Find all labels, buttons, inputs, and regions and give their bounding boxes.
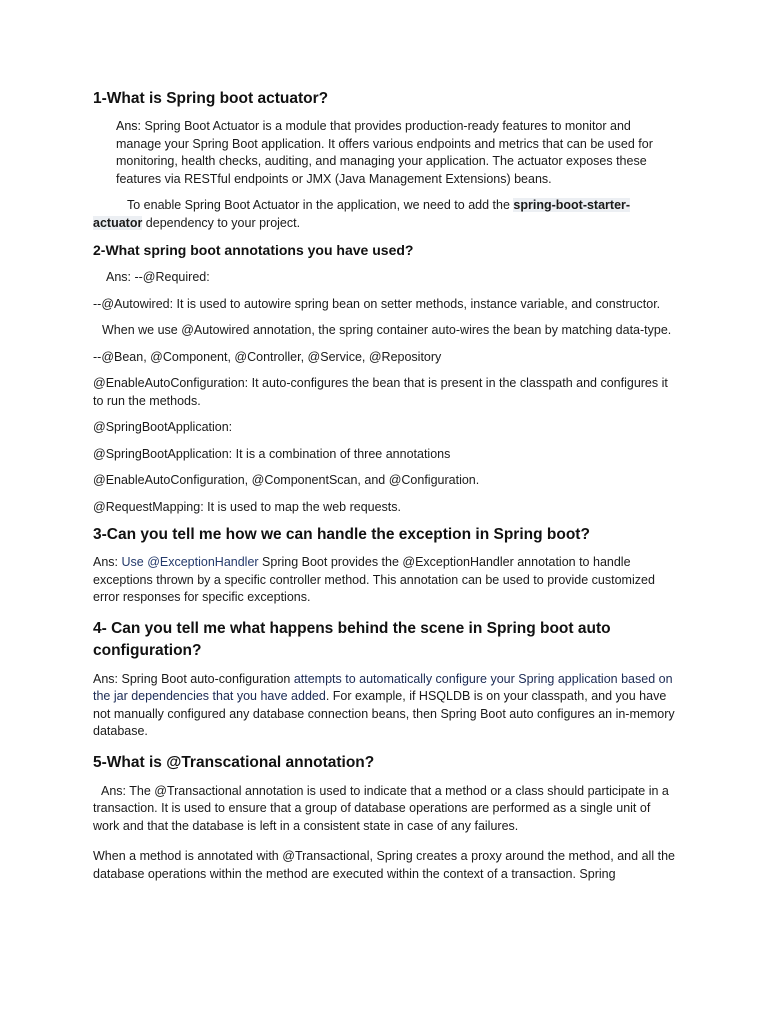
q2-autowired: --@Autowired: It is used to autowire spring bean on setter methods, instance variable, and constructor. [93, 296, 661, 311]
q3-ans-link: Use @ExceptionHandler [121, 555, 259, 569]
q4-ans-label: Ans: Spring Boot auto-configuration [93, 671, 294, 686]
q2-sba-list: @EnableAutoConfiguration, @ComponentScan, and @Configuration. [93, 473, 480, 487]
q1-enable-pre: To enable Spring Boot Actuator in the application, we need to add the [127, 198, 514, 212]
q5-paragraph-2: When a method is annotated with @Transactional, Spring creates a proxy around the method, and all the database operations within the method are executed within the context of a transaction. Spring [93, 849, 675, 881]
q1-enable-post: dependency to your project. [142, 215, 301, 230]
q4-heading: 4- Can you tell me what happens behind the scene in Spring boot auto configuration? [93, 619, 611, 659]
q3-heading: 3-Can you tell me how we can handle the exception in Spring boot? [93, 526, 590, 543]
q4-answer [93, 671, 675, 741]
q2-request-mapping: @RequestMapping: It is used to map the web requests. [93, 499, 401, 514]
q1-ans-label: Ans: [116, 119, 142, 133]
q4-ans-text: . For example, if HSQLDB is on your classpath, and you have not manually configured any database connection beans, then Spring Boot auto configures an in-memory database. [93, 689, 675, 738]
q5-heading: 5-What is @Transcational annotation? [93, 753, 375, 771]
q2-enable-auto: @EnableAutoConfiguration: It auto-configures the bean that is present in the classpath and configures it to run the methods. [93, 376, 668, 408]
q2-bean-list: --@Bean, @Component, @Controller, @Service, @Repository [93, 349, 442, 364]
q1-dependency-code: spring-boot-starter-actuator [93, 198, 631, 230]
q3-ans-label: Ans: [93, 555, 122, 569]
q2-sba-desc: @SpringBootApplication: It is a combination of three annotations [93, 446, 451, 461]
q4-ans-highlight: attempts to automatically configure your Spring application based on the jar dependencies that you have added [93, 671, 673, 703]
q1-enable-paragraph [93, 197, 675, 232]
q2-heading: 2-What spring boot annotations you have used? [93, 242, 414, 258]
q1-ans-text: Spring Boot Actuator is a module that provides production-ready features to monitor and manage your Spring Boot application. It offers various endpoints and metrics that can be used for monitoring, health checks, auditing, and managing your application. The actuator exposes these features via RESTful endpoints or JMX (Java Management Extensions) beans. [116, 119, 653, 186]
q3-ans-text: Spring Boot provides the @ExceptionHandler annotation to handle exceptions thrown by a specific controller method. This annotation can be used to provide customized error responses for specific exceptions. [93, 555, 655, 604]
q3-answer [93, 554, 675, 607]
q1-answer [93, 118, 675, 188]
q2-autowired-note: When we use @Autowired annotation, the spring container auto-wires the bean by matching data-type. [102, 323, 672, 337]
q2-sba-label: @SpringBootApplication: [93, 420, 233, 434]
q1-heading: 1-What is Spring boot actuator? [93, 90, 329, 107]
q5-answer: Ans: The @Transactional annotation is used to indicate that a method or a class should participate in a transaction. It is used to ensure that a group of database operations are performed as a single unit of work and that the database is left in a consistent state in case of any failures. [93, 783, 669, 833]
q2-required: Ans: --@Required: [106, 270, 210, 284]
